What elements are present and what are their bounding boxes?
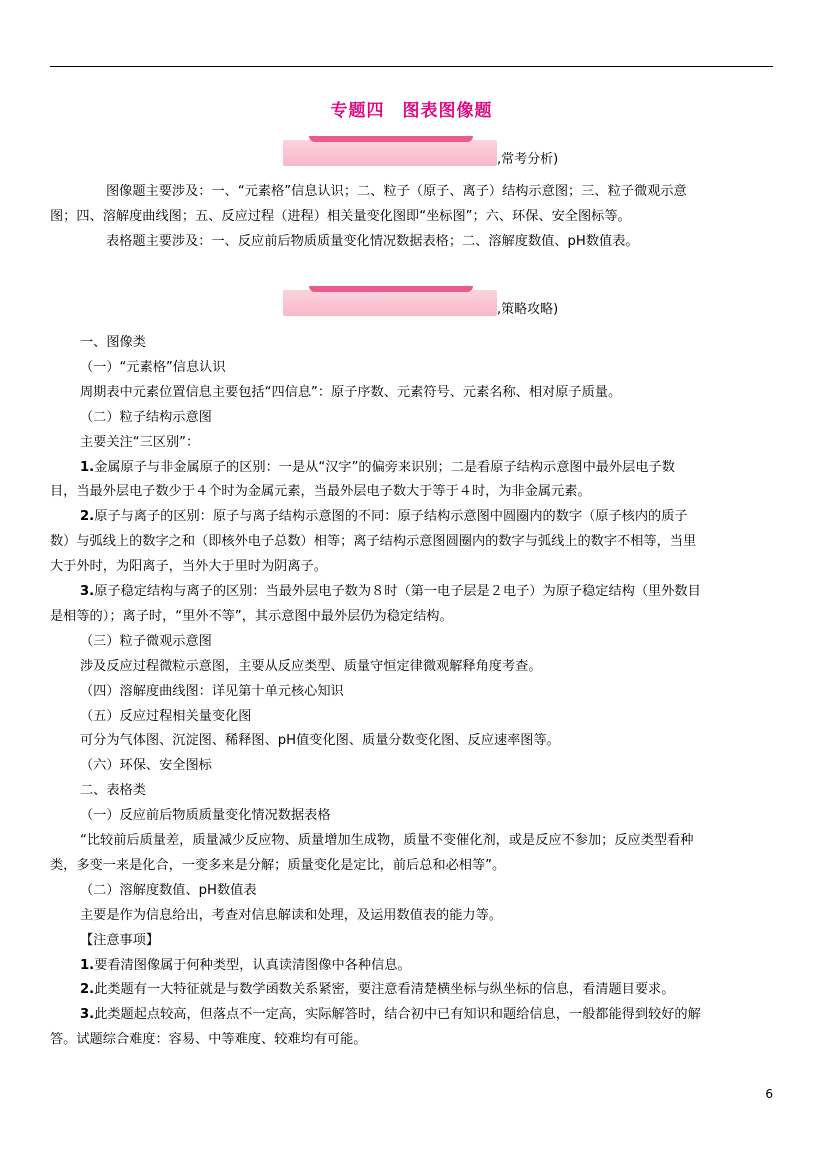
line-text: （二）溶解度数值、pH数值表	[80, 883, 257, 898]
strategy-line	[80, 978, 674, 1003]
item-number: 2.	[80, 982, 95, 997]
analysis-line: 图像题主要涉及：一、“元素格”信息认识；二、粒子（原子、离子）结构示意图；三、粒子微观示意	[106, 184, 687, 199]
line-text: 主要是作为信息给出，考查对信息解读和处理，及运用数值表的能力等。	[80, 908, 502, 923]
item-number: 3.	[80, 584, 95, 599]
banner-tail: ,策略攻略)	[497, 302, 559, 317]
strategy-line	[80, 1003, 701, 1028]
strategy-line	[50, 555, 327, 580]
strategy-line	[80, 580, 701, 605]
line-text: 此类题起点较高，但落点不一定高，实际解答时，结合初中已有知识和题给信息，一般都能得到较好的解	[94, 1007, 701, 1022]
strategy-line	[80, 630, 212, 655]
strategy-line	[80, 705, 251, 730]
line-text: 是相等的）；离子时，“里外不等”，其示意图中最外层仍为稳定结构。	[50, 609, 453, 624]
line-text: 涉及反应过程微粒示意图，主要从反应类型、质量守恒定律微观解释角度考查。	[80, 659, 542, 674]
page-title: 专题四 图表图像题	[330, 101, 493, 121]
header-rule	[50, 66, 773, 67]
line-text: 可分为气体图、沉淀图、稀释图、pH值变化图、质量分数变化图、反应速率图等。	[80, 733, 560, 748]
strategy-line	[80, 356, 226, 381]
item-number: 2.	[80, 509, 95, 524]
line-text: 一、图像类	[80, 335, 146, 350]
strategy-line	[50, 605, 453, 630]
strategy-line	[50, 1028, 367, 1053]
line-text: （三）粒子微观示意图	[80, 634, 212, 649]
analysis-line: 表格题主要涉及：一、反应前后物质质量变化情况数据表格；二、溶解度数值、pH数值表。	[106, 234, 639, 249]
strategy-line	[80, 754, 212, 779]
strategy-line	[80, 804, 331, 829]
page-number: 6	[765, 1087, 773, 1101]
line-text: 金属原子与非金属原子的区别：一是从“汉字”的偏旁来识别；二是看原子结构示意图中最外层电子数	[94, 460, 675, 475]
banner-highlight	[309, 136, 473, 142]
banner-highlight	[309, 286, 473, 292]
strategy-line	[80, 505, 688, 530]
line-text: 大于外时，为阳离子，当外大于里时为阴离子。	[50, 559, 327, 574]
strategy-line	[80, 904, 502, 929]
banner-decoration	[283, 140, 497, 166]
line-text: （一）反应前后物质质量变化情况数据表格	[80, 808, 331, 823]
line-text: 此类题有一大特征就是与数学函数关系紧密，要注意看清楚横坐标与纵坐标的信息，看清题目要求。	[94, 982, 675, 997]
strategy-line	[80, 929, 159, 954]
strategy-line	[80, 779, 146, 804]
item-number: 1.	[80, 460, 95, 475]
line-text: 答。试题综合难度：容易、中等难度、较难均有可能。	[50, 1032, 367, 1047]
line-text: （四）溶解度曲线图：详见第十单元核心知识	[80, 684, 344, 699]
strategy-line	[50, 854, 505, 879]
line-text: 周期表中元素位置信息主要包括“四信息”：原子序数、元素符号、元素名称、相对原子质量。	[80, 385, 622, 400]
analysis-line: 图；四、溶解度曲线图；五、反应过程（进程）相关量变化图即“坐标图”；六、环保、安全图标等。	[50, 209, 631, 224]
strategy-line	[80, 954, 411, 979]
line-text: 数）与弧线上的数字之和（即核外电子总数）相等；离子结构示意图圆圈内的数字与弧线上的数字不相等，当里	[50, 534, 697, 549]
strategy-line	[80, 729, 560, 754]
strategy-line	[50, 480, 591, 505]
strategy-line	[80, 381, 621, 406]
strategy-line	[80, 456, 675, 481]
strategy-line	[50, 530, 696, 555]
line-text: 类，多变一来是化合，一变多来是分解；质量变化是定比，前后总和必相等”。	[50, 858, 506, 873]
strategy-line	[80, 655, 542, 680]
line-text: （六）环保、安全图标	[80, 758, 212, 773]
strategy-line	[80, 431, 199, 456]
line-text: “比较前后质量差，质量减少反应物、质量增加生成物，质量不变催化剂，或是反应不参加；反应类型看种	[80, 833, 694, 848]
line-text: 【注意事项】	[80, 933, 160, 948]
line-text: 原子与离子的区别：原子与离子结构示意图的不同：原子结构示意图中圆圈内的数字（原子核内的质子	[94, 509, 688, 524]
strategy-line	[80, 331, 146, 356]
line-text: 原子稳定结构与离子的区别：当最外层电子数为８时（第一电子层是２电子）为原子稳定结构（里外数目	[94, 584, 701, 599]
line-text: 主要关注“三区别”：	[80, 435, 200, 450]
item-number: 3.	[80, 1007, 95, 1022]
strategy-line	[80, 680, 344, 705]
item-number: 1.	[80, 958, 95, 973]
line-text: （一）“元素格”信息认识	[80, 360, 226, 375]
strategy-line	[80, 879, 257, 904]
strategy-line	[80, 829, 693, 854]
line-text: （二）粒子结构示意图	[80, 410, 212, 425]
banner-tail: ,常考分析)	[497, 152, 559, 167]
banner-decoration	[283, 290, 497, 316]
line-text: 目，当最外层电子数少于４个时为金属元素，当最外层电子数大于等于４时，为非金属元素。	[50, 484, 591, 499]
line-text: 二、表格类	[80, 783, 146, 798]
strategy-line	[80, 406, 212, 431]
line-text: （五）反应过程相关量变化图	[80, 709, 252, 724]
line-text: 要看清图像属于何种类型，认真读清图像中各种信息。	[94, 958, 411, 973]
